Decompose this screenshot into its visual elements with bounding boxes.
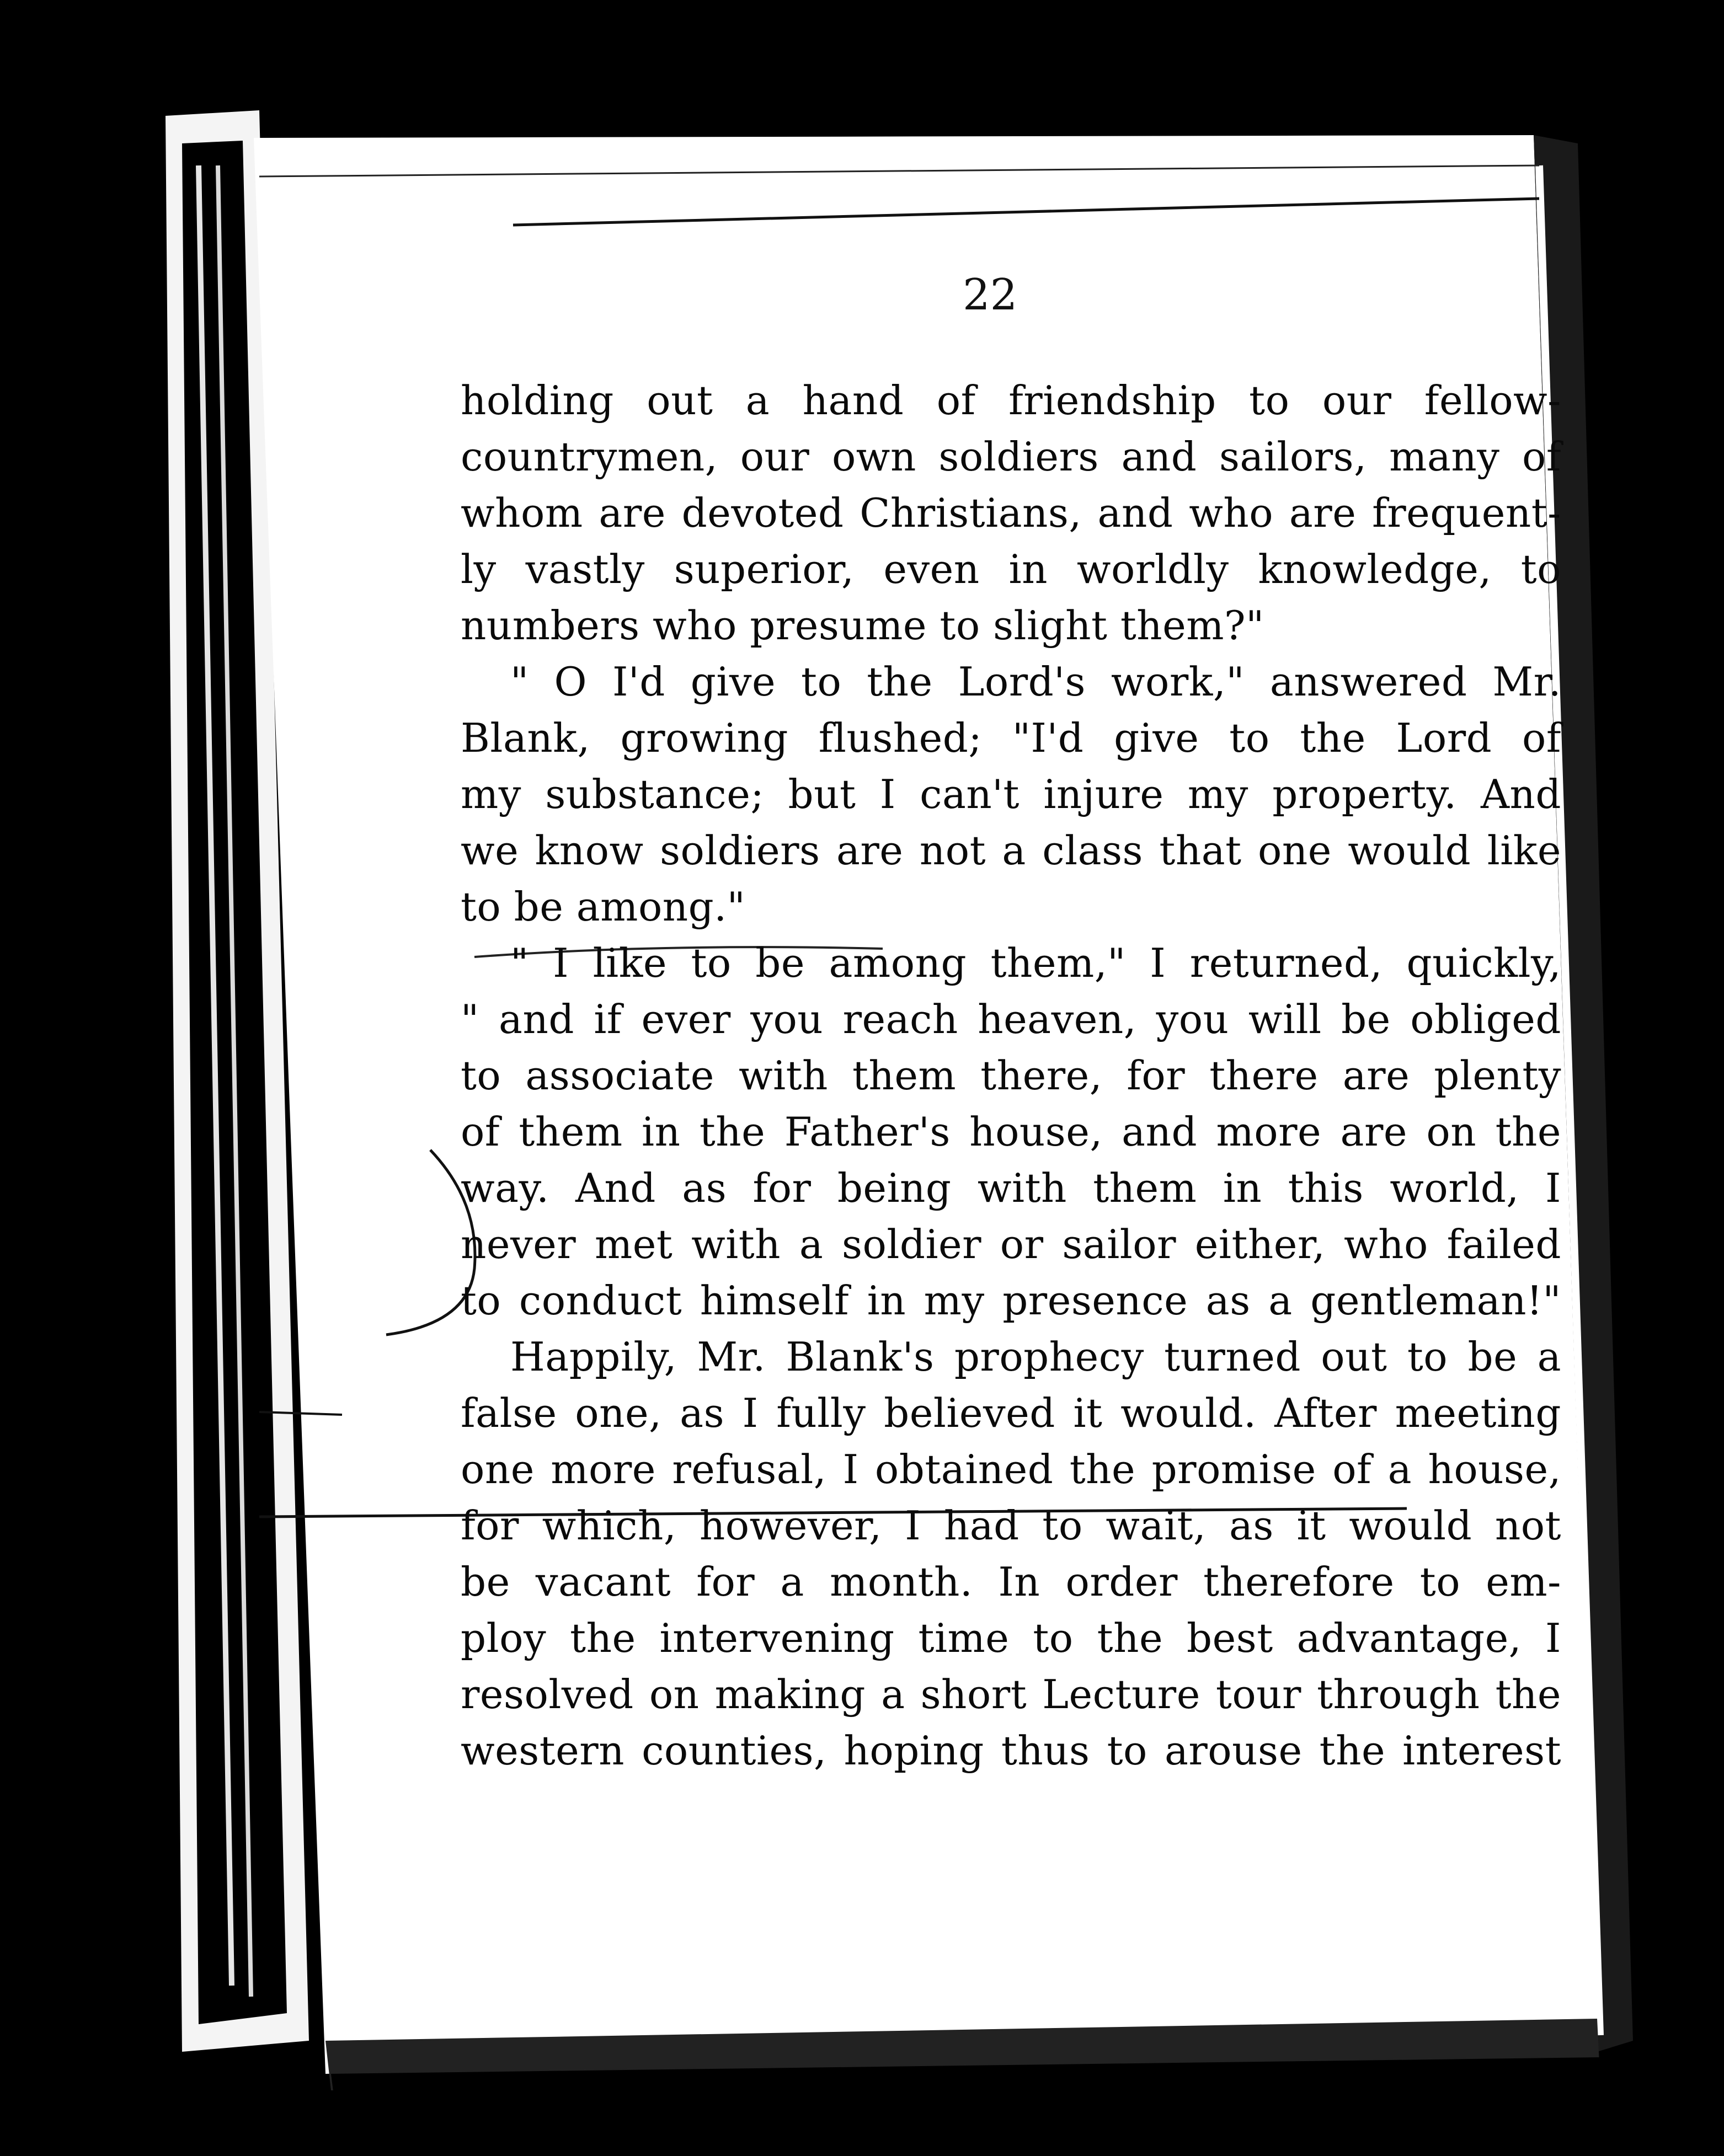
text-line: " O I'd give to the Lord's work," answered Mr. xyxy=(510,659,1561,705)
text-line: false one, as I fully believed it would. After meeting xyxy=(461,1390,1561,1436)
text-line: ly vastly superior, even in worldly knowledge, to xyxy=(461,546,1561,592)
text-line: be vacant for a month. In order therefore to em- xyxy=(461,1559,1561,1605)
text-line: Happily, Mr. Blank's prophecy turned out to be a xyxy=(510,1334,1561,1380)
text-line: way. And as for being with them in this world, I xyxy=(461,1165,1561,1211)
text-line: countrymen, our own soldiers and sailors, many of xyxy=(461,434,1561,480)
text-line: western counties, hoping thus to arouse the interest xyxy=(461,1727,1561,1774)
text-line: " and if ever you reach heaven, you will be obliged xyxy=(461,996,1561,1042)
text-line: to associate with them there, for there are plenty xyxy=(461,1052,1561,1099)
text-line: of them in the Father's house, and more are on the xyxy=(461,1109,1561,1155)
text-line: " I like to be among them," I returned, quickly, xyxy=(510,940,1561,986)
text-line: one more refusal, I obtained the promise of a house, xyxy=(461,1446,1561,1492)
text-line: numbers who presume to slight them?" xyxy=(461,602,1264,649)
text-line: holding out a hand of friendship to our fellow- xyxy=(461,377,1561,424)
text-line: to conduct himself in my presence as a gentleman!" xyxy=(461,1277,1561,1324)
text-line: ploy the intervening time to the best advantage, I xyxy=(461,1615,1561,1661)
page-number: 22 xyxy=(963,270,1018,320)
text-line: never met with a soldier or sailor either, who failed xyxy=(461,1221,1561,1267)
text-line: whom are devoted Christians, and who are frequent- xyxy=(461,490,1561,536)
text-line: my substance; but I can't injure my property. And xyxy=(461,771,1561,817)
text-line: for which, however, I had to wait, as it would not xyxy=(461,1502,1561,1549)
text-line: Blank, growing flushed; "I'd give to the Lord of xyxy=(461,715,1561,761)
text-line: to be among." xyxy=(461,884,746,930)
text-line: we know soldiers are not a class that one would like xyxy=(461,827,1561,874)
text-line: resolved on making a short Lecture tour through the xyxy=(461,1671,1561,1718)
